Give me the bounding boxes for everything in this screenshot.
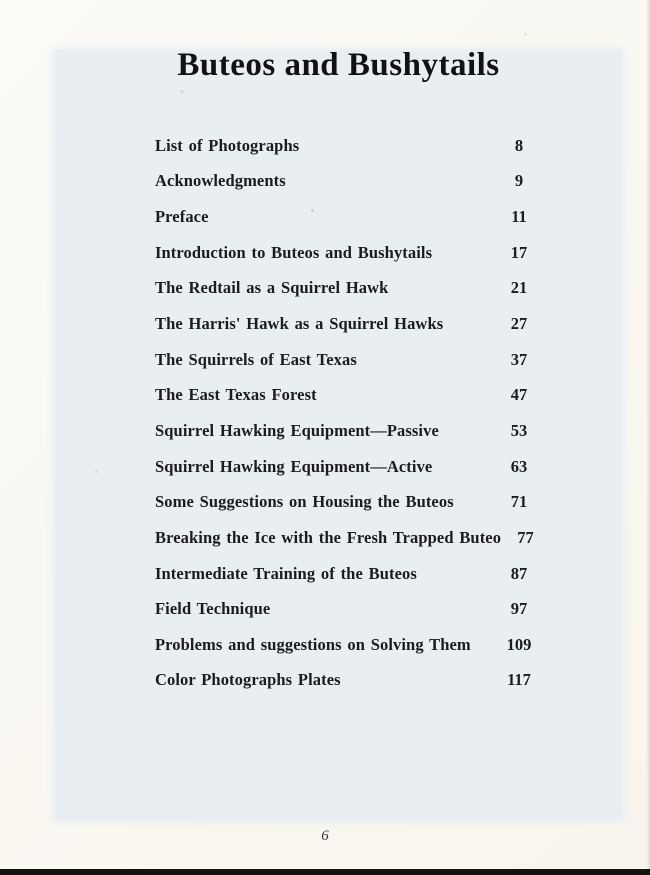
toc-entry-page-number: 8 [514,135,524,155]
toc-entry [155,663,550,699]
toc-entry-page-number: 71 [510,492,528,512]
toc-entry-page-number: 63 [510,456,528,476]
toc-entry-page-number: 9 [514,171,524,191]
toc-entry-title: The Redtail as a Squirrel Hawk [155,278,389,298]
scan-speck [524,33,527,36]
toc-entry [155,271,550,307]
page-title: Buteos and Bushytails [177,47,500,83]
toc-entry-page-number: 87 [510,563,528,583]
toc-entry-title: The Harris' Hawk as a Squirrel Hawks [155,314,444,334]
toc-entry-page-number: 109 [506,634,532,654]
toc-entry [155,164,550,200]
toc-entry-title: Introduction to Buteos and Bushytails [155,242,433,262]
toc-entry [155,484,550,520]
toc-entry [155,342,550,378]
toc-entry [155,449,550,485]
toc-entry-title: Some Suggestions on Housing the Buteos [155,492,454,512]
page-number: 6 [321,828,329,844]
toc-entry-page-number: 47 [510,385,528,405]
toc-entry-page-number: 27 [510,314,528,334]
scan-edge-shadow [0,869,650,875]
toc-entry-page-number: 97 [510,599,528,619]
toc-entry [155,520,550,556]
toc-list [155,128,550,698]
scan-edge-shadow-right [646,0,650,869]
toc-entry [155,235,550,271]
toc-entry-page-number: 53 [510,420,528,440]
toc-entry [155,128,550,164]
toc-entry-title: Squirrel Hawking Equipment—Active [155,456,433,476]
toc-entry [155,377,550,413]
toc-entry-title: Acknowledgments [155,171,286,191]
toc-entry [155,591,550,627]
toc-entry-title: Preface [155,207,209,227]
toc-entry-title: Breaking the Ice with the Fresh Trapped Buteo [155,527,502,547]
toc-entry [155,556,550,592]
toc-entry-page-number: 17 [510,242,528,262]
toc-entry-title: Problems and suggestions on Solving Them [155,634,471,654]
toc-entry-title: The East Texas Forest [155,385,317,405]
toc-entry [155,199,550,235]
toc-entry [155,306,550,342]
toc-entry-title: Color Photographs Plates [155,670,341,690]
toc-entry-title: List of Photographs [155,135,300,155]
toc-entry [155,413,550,449]
toc-entry-title: Intermediate Training of the Buteos [155,563,417,583]
toc-entry-page-number: 11 [511,207,527,227]
toc-entry [155,627,550,663]
toc-entry-title: Squirrel Hawking Equipment—Passive [155,420,439,440]
scan-speck [311,209,314,212]
toc-entry-page-number: 21 [510,278,528,298]
toc-entry-title: Field Technique [155,599,271,619]
toc-entry-page-number: 117 [507,670,531,690]
toc-entry-page-number: 37 [510,349,528,369]
toc-entry-title: The Squirrels of East Texas [155,349,357,369]
scan-speck [95,470,98,473]
toc-entry-page-number: 77 [517,527,534,547]
